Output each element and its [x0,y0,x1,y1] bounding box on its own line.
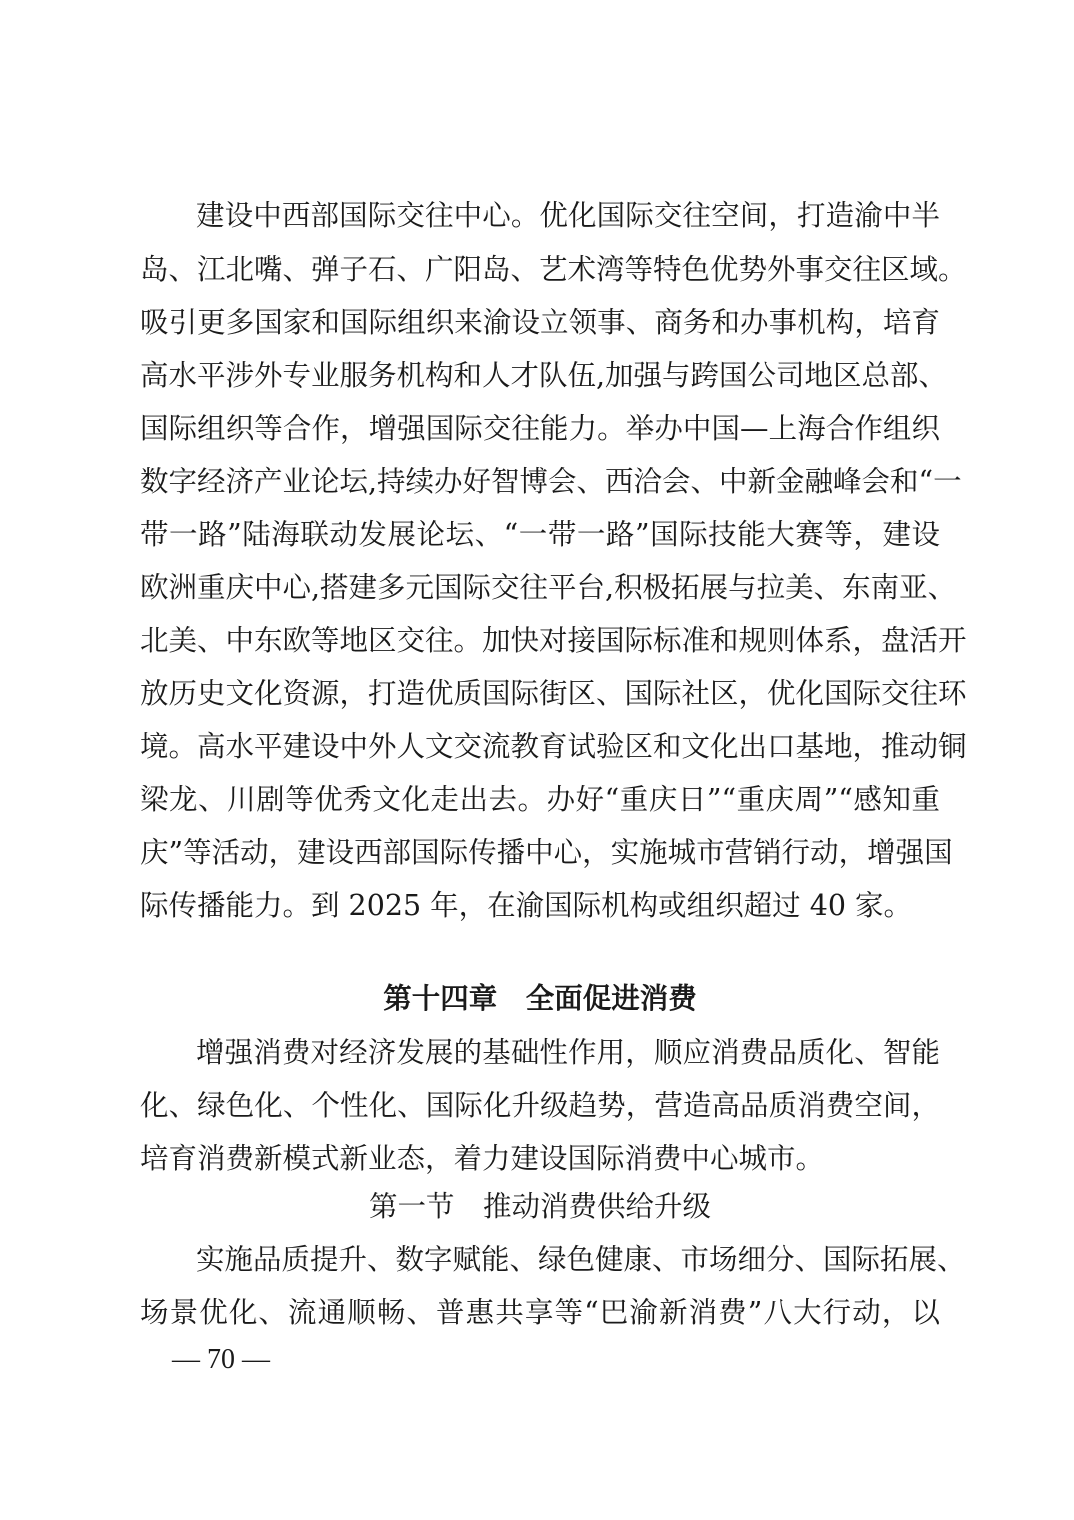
text-line: 岛、江北嘴、弹子石、广阳岛、艺术湾等特色优势外事交往区域。 [140,253,967,286]
text-line: 带一路”陆海联动发展论坛、“一带一路”国际技能大赛等，建设 [140,518,940,551]
text-line: 欧洲重庆中心,搭建多元国际交往平台,积极拓展与拉美、东南亚、 [140,571,957,604]
text-line: 吸引更多国家和国际组织来渝设立领事、商务和办事机构，培育 [140,306,940,339]
text-line: 放历史文化资源，打造优质国际街区、国际社区，优化国际交往环 [140,677,967,710]
text-line: 建设中西部国际交往中心。优化国际交往空间，打造渝中半 [196,199,940,232]
text-line: 场景优化、流通顺畅、普惠共享等“巴渝新消费”八大行动，以 [140,1296,940,1329]
text-line: 国际组织等合作，增强国际交往能力。举办中国—上海合作组织 [140,412,940,445]
text-line: 实施品质提升、数字赋能、绿色健康、市场细分、国际拓展、 [196,1243,966,1276]
chapter-title: 第十四章 全面促进消费 [383,982,697,1015]
text-line: 境。高水平建设中外人文交流教育试验区和文化出口基地，推动铜 [140,730,967,763]
page-number: — 70 — [172,1344,270,1375]
text-line: 梁龙、川剧等优秀文化走出去。办好“重庆日”“重庆周”“感知重 [140,783,940,816]
text-line: 北美、中东欧等地区交往。加快对接国际标准和规则体系，盘活开 [140,624,967,657]
section-title: 第一节 推动消费供给升级 [368,1190,711,1223]
text-line: 增强消费对经济发展的基础性作用，顺应消费品质化、智能 [196,1036,940,1069]
text-line: 高水平涉外专业服务机构和人才队伍,加强与跨国公司地区总部、 [140,359,948,392]
text-line: 庆”等活动，建设西部国际传播中心，实施城市营销行动，增强国 [140,836,953,869]
text-line: 际传播能力。到 2025 年，在渝国际机构或组织超过 40 家。 [140,889,913,922]
text-line: 化、绿色化、个性化、国际化升级趋势，营造高品质消费空间， [140,1089,940,1122]
text-line: 培育消费新模式新业态，着力建设国际消费中心城市。 [140,1142,825,1175]
text-line: 数字经济产业论坛,持续办好智博会、西洽会、中新金融峰会和“一 [140,465,962,498]
